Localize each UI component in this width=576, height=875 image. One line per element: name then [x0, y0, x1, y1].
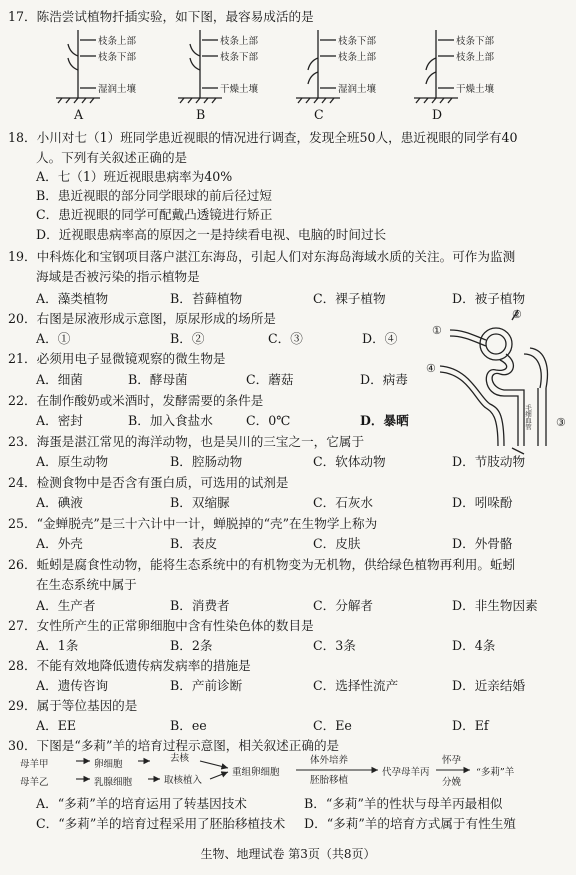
nephron-label-2: ② [512, 308, 522, 321]
q28-stem: 28．不能有效地降低遗传病发病率的措施是 [8, 658, 251, 673]
q22-option-c: C．0℃ [246, 413, 291, 428]
q19-option-b: B．苔藓植物 [170, 291, 243, 306]
q27-option-d: D．4条 [452, 638, 496, 653]
dolly-egg: 卵细胞 [94, 759, 123, 770]
q17-a-label-2: 枝条下部 [98, 52, 137, 63]
q24-option-b: B．双缩脲 [170, 495, 230, 510]
q18-option-b: B．患近视眼的部分同学眼球的前后径过短 [36, 188, 272, 203]
q22-option-a: A．密封 [36, 413, 83, 428]
q26-option-a: A．生产者 [36, 598, 96, 613]
nephron-label-3: ③ [556, 416, 566, 429]
q18-option-a: A．七（1）班近视眼患病率为40% [36, 169, 233, 184]
q24-option-a: A．碘液 [36, 495, 83, 510]
dolly-sheep-a: 母羊甲 [20, 759, 49, 770]
q28-option-a: A．遗传咨询 [36, 678, 109, 693]
q26-option-d: D．非生物因素 [452, 598, 538, 613]
q17-option-a: A [74, 107, 84, 122]
q21-option-c: C．蘑菇 [246, 372, 294, 387]
dolly-culture: 体外培养 [310, 755, 349, 766]
q28-option-d: D．近亲结婚 [452, 678, 526, 693]
q27-option-b: B．2条 [170, 638, 213, 653]
q26-stem-1: 26．蚯蚓是腐食性动物，能将生态系统中的有机物变为无机物，供给绿色植物再利用。蚯蚓 [8, 557, 516, 572]
q25-option-a: A．外壳 [36, 536, 83, 551]
q24-option-c: C．石灰水 [313, 495, 374, 510]
q17-option-d: D [432, 107, 443, 122]
q17-b-label-1: 枝条上部 [220, 36, 259, 47]
capillary-label: 毛细血管 [524, 404, 532, 430]
q22-option-b: B．加入食盐水 [128, 413, 213, 428]
dolly-result: “多莉”羊 [476, 767, 515, 778]
q17-d-label-2: 枝条上部 [456, 52, 495, 63]
q18-option-d: D．近视眼患病率高的原因之一是持续看电视、电脑的时间过长 [36, 227, 387, 242]
q26-stem-2: 在生态系统中属于 [36, 577, 137, 592]
q27-option-a: A．1条 [36, 638, 79, 653]
q20-option-b: B．② [170, 331, 205, 346]
q17-d-label-3: 干燥土壤 [456, 84, 495, 95]
q30-option-d: D．“多莉”羊的培育方式属于有性生殖 [304, 816, 516, 831]
q23-option-d: D．节肢动物 [452, 454, 526, 469]
q20-option-c: C．③ [268, 331, 303, 346]
q22-stem: 22．在制作酸奶或米酒时，发酵需要的条件是 [8, 393, 264, 408]
q17-b-label-2: 枝条下部 [220, 52, 259, 63]
q30-stem: 30．下图是“多莉”羊的培育过程示意图，相关叙述正确的是 [8, 738, 340, 753]
nephron-label-1: ① [432, 324, 442, 337]
q27-stem: 27．女性所产生的正常卵细胞中含有性染色体的数目是 [8, 618, 314, 633]
q19-option-c: C．裸子植物 [313, 291, 386, 306]
q22-option-d: D．暴晒 [360, 413, 409, 428]
q26-option-b: B．消费者 [170, 598, 230, 613]
q24-stem: 24．检测食物中是否含有蛋白质，可选用的试剂是 [8, 475, 289, 490]
q21-option-a: A．细菌 [36, 372, 83, 387]
q23-option-a: A．原生动物 [36, 454, 109, 469]
q28-option-c: C．选择性流产 [313, 678, 399, 693]
q18-stem-1: 18．小川对七（1）班同学患近视眼的情况进行调查，发现全班50人，患近视眼的同学有40 [8, 130, 518, 145]
dolly-breast-cell: 乳腺细胞 [94, 777, 133, 788]
dolly-embryo-transfer: 胚胎移植 [310, 775, 349, 786]
dolly-reconstructed-egg: 重组卵细胞 [232, 767, 280, 778]
q27-option-c: C．3条 [313, 638, 356, 653]
q20-option-a: A．① [36, 331, 71, 346]
q23-stem: 23．海蛋是湛江常见的海洋动物，也是吴川的三宝之一，它属于 [8, 434, 365, 449]
q30-option-c: C．“多莉”羊的培育过程采用了胚胎移植技术 [36, 816, 286, 831]
q25-stem: 25．“金蝉脱壳”是三十六计中一计，蝉脱掉的“壳”在生物学上称为 [8, 516, 378, 531]
q29-option-d: D．Ef [452, 718, 489, 733]
q17-stem: 17．陈浩尝试植物扦插实验，如下图，最容易成活的是 [8, 9, 314, 24]
page-footer: 生物、地理试卷 第3页（共8页） [200, 847, 376, 861]
q17-c-label-1: 枝条下部 [338, 36, 377, 47]
q17-option-c: C [314, 107, 324, 122]
q17-c-label-2: 枝条上部 [338, 52, 377, 63]
q29-stem: 29．属于等位基因的是 [8, 698, 138, 713]
q17-d-label-1: 枝条下部 [456, 36, 495, 47]
q17-a-label-1: 枝条上部 [98, 36, 137, 47]
q21-option-b: B．酵母菌 [128, 372, 188, 387]
nephron-diagram [420, 308, 570, 458]
q21-stem: 21．必须用电子显微镜观察的微生物是 [8, 351, 226, 366]
q18-option-c: C．患近视眼的同学可配戴凸透镜进行矫正 [36, 207, 273, 222]
dolly-pregnancy: 怀孕 [442, 755, 462, 766]
q25-option-c: C．皮肤 [313, 536, 361, 551]
q25-option-d: D．外骨骼 [452, 536, 513, 551]
q21-option-d: D．病毒 [360, 372, 408, 387]
dolly-nucleus-transfer: 取核植入 [164, 775, 203, 786]
q19-option-a: A．藻类植物 [36, 291, 109, 306]
q19-option-d: D．被子植物 [452, 291, 526, 306]
q29-option-c: C．Ee [313, 718, 352, 733]
q26-option-c: C．分解者 [313, 598, 374, 613]
dolly-surrogate-sheep: 代孕母羊丙 [382, 767, 430, 778]
q20-option-d: D．④ [362, 331, 398, 346]
q29-option-a: A．EE [36, 718, 77, 733]
q18-stem-2: 人。下列有关叙述正确的是 [36, 150, 188, 165]
q30-option-b: B．“多莉”羊的性状与母羊丙最相似 [304, 796, 503, 811]
q19-stem-1: 19．中科炼化和宝钢项目落户湛江东海岛，引起人们对东海岛海域水质的关注。可作为监测 [8, 249, 516, 264]
q17-option-b: B [196, 107, 206, 122]
dolly-delivery: 分娩 [442, 777, 462, 788]
q17-b-label-3: 干燥土壤 [220, 84, 259, 95]
dolly-enucleate: 去核 [170, 753, 190, 764]
nephron-label-4: ④ [426, 362, 436, 375]
q24-option-d: D．吲哚酚 [452, 495, 513, 510]
q17-c-label-3: 湿润土壤 [338, 84, 377, 95]
q23-option-b: B．腔肠动物 [170, 454, 243, 469]
q25-option-b: B．表皮 [170, 536, 218, 551]
q19-stem-2: 海域是否被污染的指示植物是 [36, 269, 200, 284]
q20-stem: 20．右图是尿液形成示意图，原尿形成的场所是 [8, 311, 276, 326]
dolly-sheep-b: 母羊乙 [20, 777, 49, 788]
q23-option-c: C．软体动物 [313, 454, 386, 469]
q17-a-label-3: 湿润土壤 [98, 84, 137, 95]
q30-option-a: A．“多莉”羊的培育运用了转基因技术 [36, 796, 247, 811]
q28-option-b: B．产前诊断 [170, 678, 243, 693]
q29-option-b: B．ee [170, 718, 207, 733]
